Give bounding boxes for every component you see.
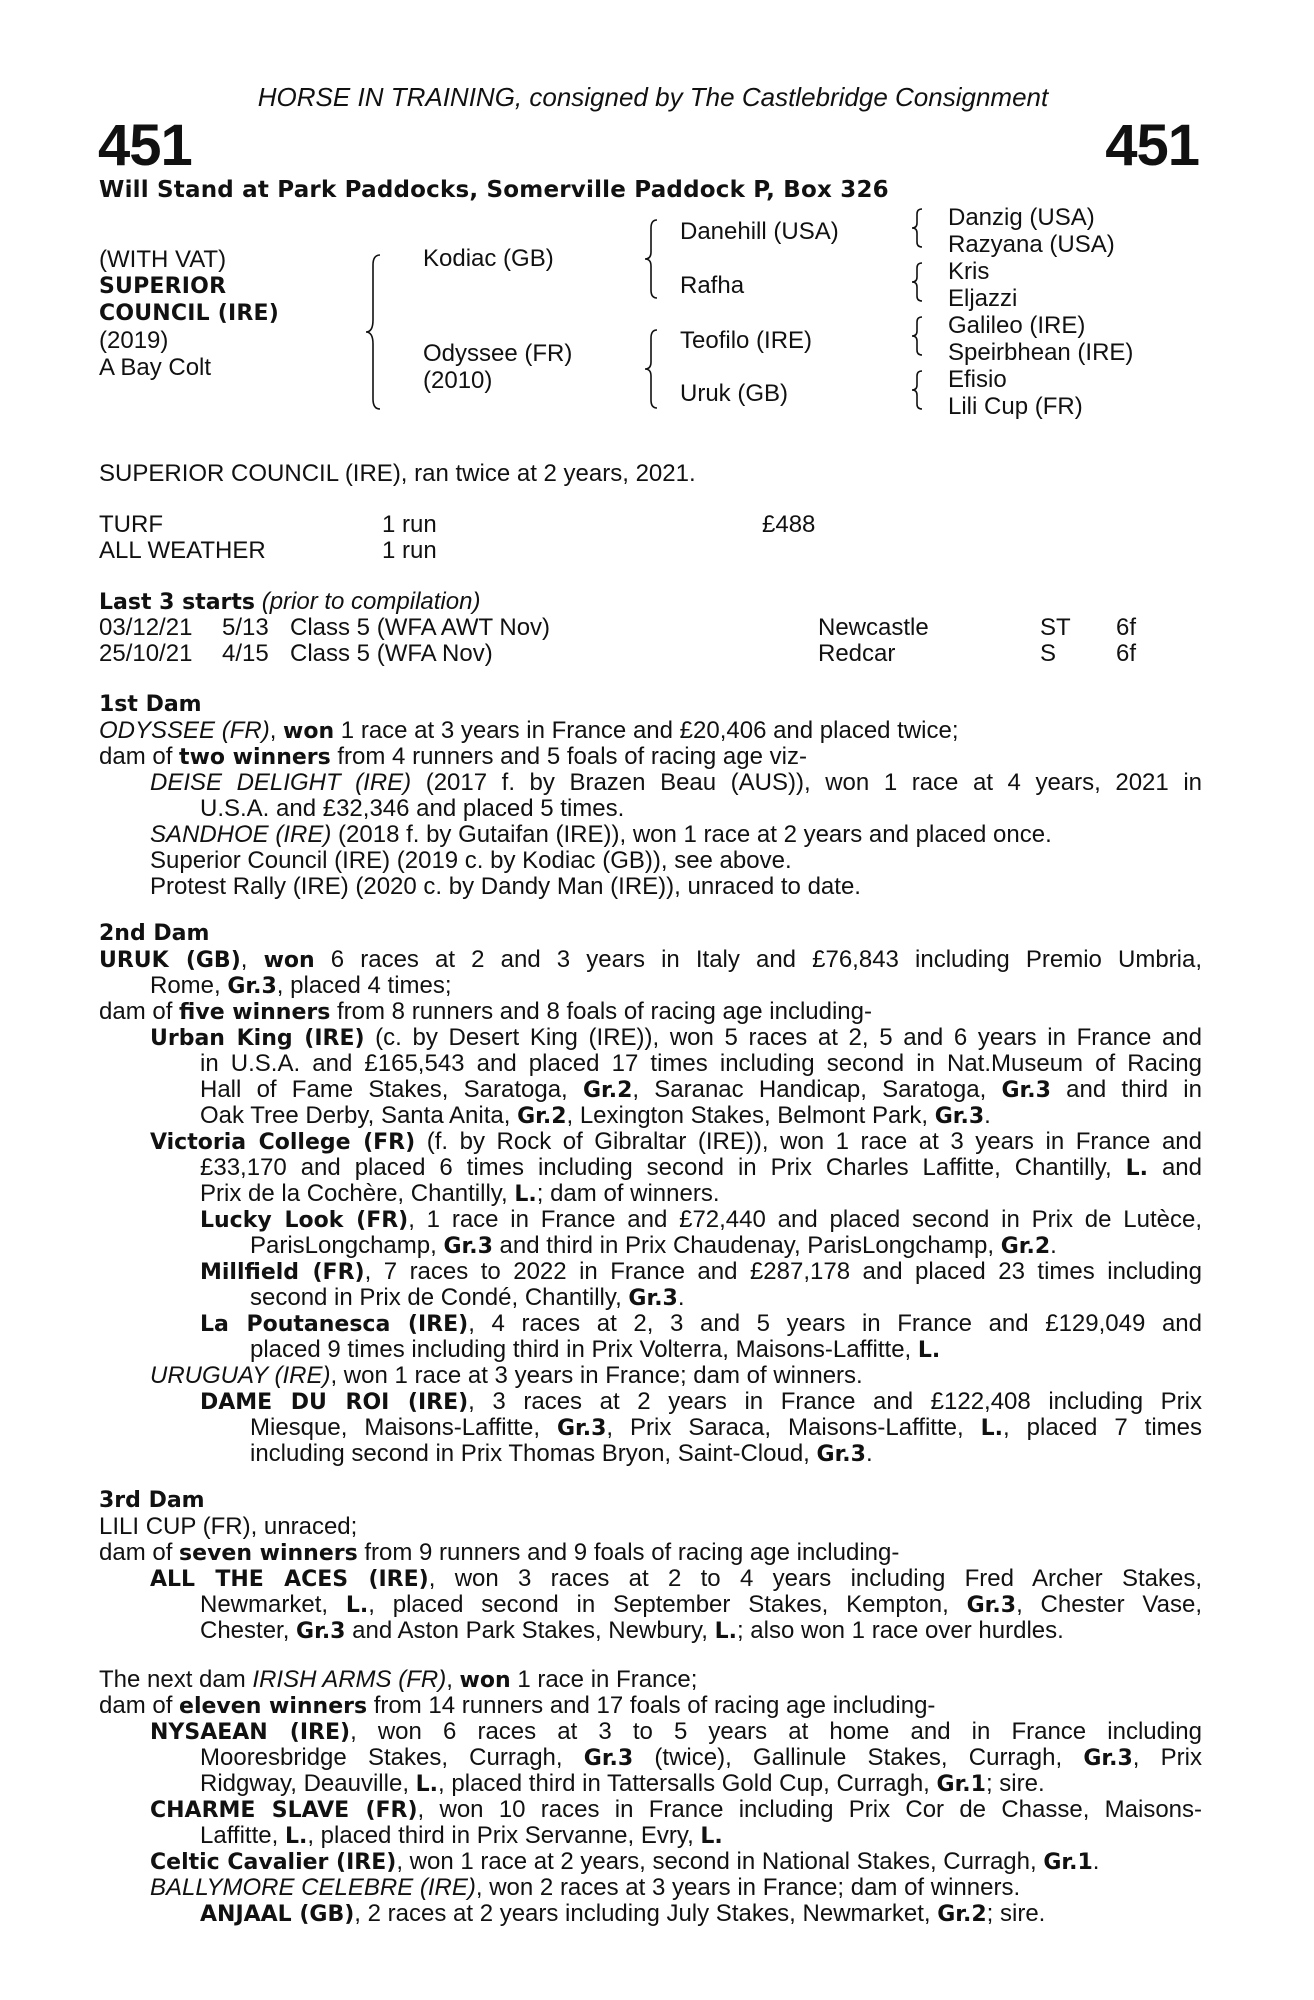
pedigree-sire-sire: Danehill (USA) [680,218,839,245]
pedigree-dam: Odyssee (FR) [423,340,573,367]
offspring-entry: Protest Rally (IRE) (2020 c. by Dandy Man (IRE)), unraced to date. [150,873,861,900]
offspring-entry: BALLYMORE CELEBRE (IRE), won 2 races at 3 years in France; dam of winners. [150,1874,1021,1901]
pedigree-bracket-g1 [914,209,928,247]
second-dam-line-cont: Rome, Gr.3, placed 4 times; [150,972,452,999]
start-position: 5/13 [222,614,269,641]
grand-offspring-entry-cont: placed 9 times including third in Prix Volterra, Maisons-Laffitte, L. [250,1336,941,1363]
grand-offspring-entry: ANJAAL (GB), 2 races at 2 years including July Stakes, Newmarket, Gr.2; sire. [200,1900,1046,1927]
pedigree-g3: Kris [948,258,990,285]
pedigree-g7: Efisio [948,366,1007,393]
third-dam-line: LILI CUP (FR), unraced; [99,1513,358,1540]
horse-description: A Bay Colt [99,354,212,381]
horse-name-line2: COUNCIL (IRE) [99,301,279,326]
offspring-entry-cont: Chester, Gr.3 and Aston Park Stakes, Newbury, L.; also won 1 race over hurdles. [200,1617,1064,1644]
start-date: 03/12/21 [99,614,193,641]
pedigree-sire-dam: Rafha [680,272,745,299]
grand-offspring-entry-cont: including second in Prix Thomas Bryon, Saint-Cloud, Gr.3. [250,1440,873,1467]
lot-number-left: 451 [98,113,192,178]
record-surface: ALL WEATHER [99,537,266,564]
start-course: Newcastle [818,614,929,641]
pedigree-g6: Speirbhean (IRE) [948,339,1134,366]
start-position: 4/15 [222,640,269,667]
pedigree-sire: Kodiac (GB) [423,245,554,272]
horse-name-line1: SUPERIOR [99,274,227,299]
start-race: Class 5 (WFA Nov) [290,640,493,667]
start-distance: 6f [1116,640,1137,667]
pedigree-bracket-g4 [914,371,928,409]
offspring-entry: SANDHOE (IRE) (2018 f. by Gutaifan (IRE)), won 1 race at 2 years and placed once. [150,821,1052,848]
pedigree-g1: Danzig (USA) [948,204,1095,231]
third-dam-heading: 3rd Dam [99,1488,205,1513]
offspring-entry-cont: Ridgway, Deauville, L., placed third in Tattersalls Gold Cup, Curragh, Gr.1; sire. [200,1770,1045,1797]
offspring-entry: Victoria College (FR) (f. by Rock of Gibraltar (IRE)), won 1 race at 3 years in France and [150,1128,1202,1155]
pedigree-bracket-dam [648,330,664,410]
record-runs: 1 run [382,537,437,564]
grand-offspring-entry-cont: second in Prix de Condé, Chantilly, Gr.3. [250,1284,685,1311]
pedigree-bracket-g2 [914,263,928,301]
offspring-entry-cont: Oak Tree Derby, Santa Anita, Gr.2, Lexington Stakes, Belmont Park, Gr.3. [200,1102,991,1129]
pedigree-bracket-sire [648,220,664,300]
race-summary: SUPERIOR COUNCIL (IRE), ran twice at 2 years, 2021. [99,460,696,487]
start-date: 25/10/21 [99,640,193,667]
offspring-entry: Celtic Cavalier (IRE), won 1 race at 2 years, second in National Stakes, Curragh, Gr.1. [150,1848,1100,1875]
record-runs: 1 run [382,511,437,538]
first-dam-line: ODYSSEE (FR), won 1 race at 3 years in France and £20,406 and placed twice; [99,717,959,744]
start-distance: 6f [1116,614,1137,641]
offspring-entry: DEISE DELIGHT (IRE) (2017 f. by Brazen Beau (AUS)), won 1 race at 4 years, 2021 in [150,769,1202,796]
last-starts-heading: Last 3 starts (prior to compilation) [99,588,481,615]
pedigree-dam-year: (2010) [423,367,493,394]
pedigree-g5: Galileo (IRE) [948,312,1086,339]
first-dam-heading: 1st Dam [99,692,202,717]
offspring-entry-cont: U.S.A. and £32,346 and placed 5 times. [200,795,625,822]
grand-offspring-entry: La Poutanesca (IRE), 4 races at 2, 3 and 5 years in France and £129,049 and [200,1310,1202,1337]
catalogue-header: HORSE IN TRAINING, consigned by The Castlebridge Consignment [257,82,1049,112]
next-dam-line: The next dam IRISH ARMS (FR), won 1 race in France; [99,1666,698,1693]
horse-year: (2019) [99,327,169,354]
grand-offspring-entry: DAME DU ROI (IRE), 3 races at 2 years in France and £122,408 including Prix [200,1388,1202,1415]
start-race: Class 5 (WFA AWT Nov) [290,614,551,641]
pedigree-dam-sire: Teofilo (IRE) [680,327,813,354]
grand-offspring-entry: Millfield (FR), 7 races to 2022 in France and £287,178 and placed 23 times including [200,1258,1202,1285]
vat-note: (WITH VAT) [99,246,227,273]
offspring-entry: URUGUAY (IRE), won 1 race at 3 years in France; dam of winners. [150,1362,863,1389]
start-going: S [1040,640,1057,667]
offspring-entry-cont: Hall of Fame Stakes, Saratoga, Gr.2, Saranac Handicap, Saratoga, Gr.3 and third in [200,1076,1202,1103]
pedigree-dam-dam: Uruk (GB) [680,380,788,407]
pedigree-bracket-g3 [914,317,928,355]
next-dam-produce: dam of eleven winners from 14 runners and 17 foals of racing age including- [99,1692,936,1719]
first-dam-produce: dam of two winners from 4 runners and 5 foals of racing age viz- [99,743,807,770]
pedigree-g8: Lili Cup (FR) [948,393,1083,420]
offspring-entry-cont: in U.S.A. and £165,543 and placed 17 times including second in Nat.Museum of Racing [200,1050,1202,1077]
pedigree-bracket-main [370,255,390,410]
start-course: Redcar [818,640,896,667]
lot-number-right: 451 [1105,113,1199,178]
second-dam-line: URUK (GB), won 6 races at 2 and 3 years in Italy and £76,843 including Premio Umbria, [99,946,1203,973]
offspring-entry: CHARME SLAVE (FR), won 10 races in France including Prix Cor de Chasse, Maisons- [150,1796,1203,1823]
offspring-entry-cont: Mooresbridge Stakes, Curragh, Gr.3 (twice), Gallinule Stakes, Curragh, Gr.3, Prix [200,1744,1202,1771]
offspring-entry-cont: Laffitte, L., placed third in Prix Servanne, Evry, L. [200,1822,723,1849]
stand-location: Will Stand at Park Paddocks, Somerville Paddock P, Box 326 [99,177,889,203]
offspring-entry: Superior Council (IRE) (2019 c. by Kodiac (GB)), see above. [150,847,792,874]
pedigree-g4: Eljazzi [948,285,1018,312]
pedigree-g2: Razyana (USA) [948,231,1115,258]
grand-offspring-entry: Lucky Look (FR), 1 race in France and £72,440 and placed second in Prix de Lutèce, [200,1206,1202,1233]
offspring-entry-cont: Newmarket, L., placed second in September Stakes, Kempton, Gr.3, Chester Vase, [200,1591,1202,1618]
offspring-entry: ALL THE ACES (IRE), won 3 races at 2 to 4 years including Fred Archer Stakes, [150,1565,1203,1592]
record-earnings: £488 [762,511,816,538]
record-surface: TURF [99,511,163,538]
second-dam-produce: dam of five winners from 8 runners and 8 foals of racing age including- [99,998,872,1025]
offspring-entry-cont: £33,170 and placed 6 times including second in Prix Charles Laffitte, Chantilly, L. and [200,1154,1203,1181]
offspring-entry: NYSAEAN (IRE), won 6 races at 3 to 5 years at home and in France including [150,1718,1203,1745]
second-dam-heading: 2nd Dam [99,921,210,946]
offspring-entry-cont: Prix de la Cochère, Chantilly, L.; dam of winners. [200,1180,720,1207]
offspring-entry: Urban King (IRE) (c. by Desert King (IRE)), won 5 races at 2, 5 and 6 years in France and [150,1024,1202,1051]
third-dam-produce: dam of seven winners from 9 runners and 9 foals of racing age including- [99,1539,900,1566]
grand-offspring-entry-cont: Miesque, Maisons-Laffitte, Gr.3, Prix Saraca, Maisons-Laffitte, L., placed 7 times [250,1414,1202,1441]
start-going: ST [1040,614,1071,641]
grand-offspring-entry-cont: ParisLongchamp, Gr.3 and third in Prix Chaudenay, ParisLongchamp, Gr.2. [250,1232,1057,1259]
